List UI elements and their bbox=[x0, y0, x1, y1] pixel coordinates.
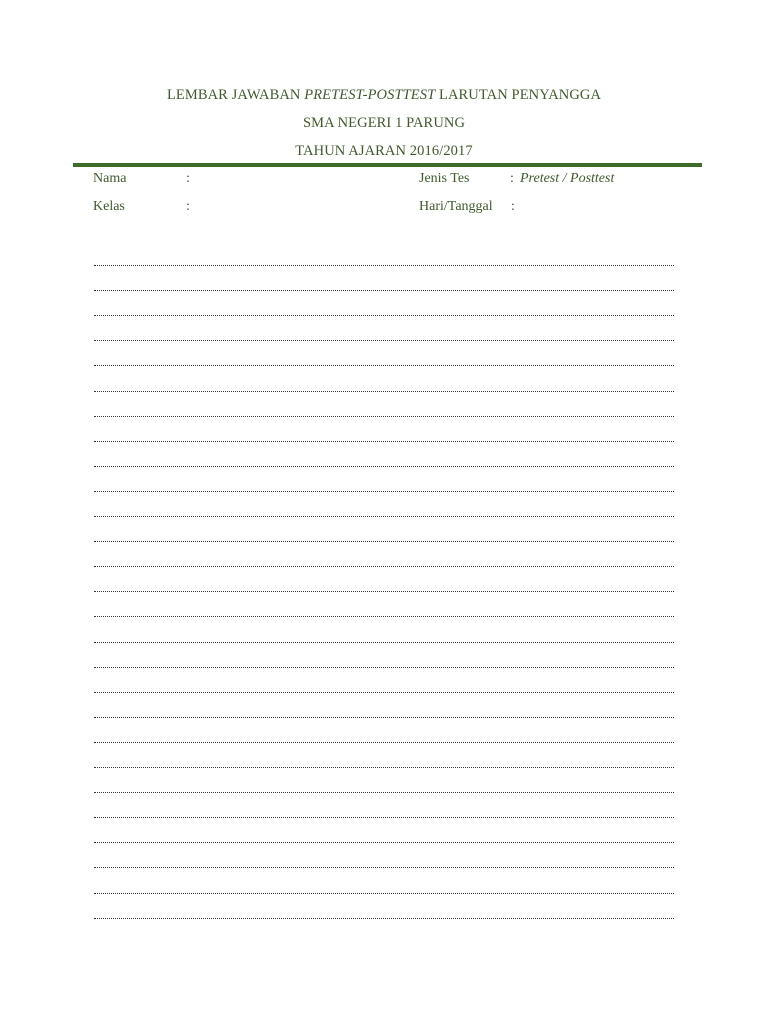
answer-line[interactable] bbox=[94, 315, 674, 316]
kelas-label: Kelas bbox=[93, 199, 125, 214]
answer-line[interactable] bbox=[94, 466, 674, 467]
answer-line[interactable] bbox=[94, 616, 674, 617]
answer-line[interactable] bbox=[94, 792, 674, 793]
answer-line[interactable] bbox=[94, 416, 674, 417]
nama-colon: : bbox=[186, 171, 190, 186]
jenis-tes-colon: : bbox=[510, 171, 514, 186]
answer-line[interactable] bbox=[94, 265, 674, 266]
answer-line[interactable] bbox=[94, 642, 674, 643]
hari-tanggal-label: Hari/Tanggal bbox=[419, 199, 493, 214]
answer-line[interactable] bbox=[94, 491, 674, 492]
academic-year: TAHUN AJARAN 2016/2017 bbox=[295, 143, 473, 159]
answer-line[interactable] bbox=[94, 365, 674, 366]
answer-line[interactable] bbox=[94, 391, 674, 392]
answer-line[interactable] bbox=[94, 767, 674, 768]
jenis-tes-value bbox=[520, 171, 614, 187]
answer-line[interactable] bbox=[94, 566, 674, 567]
answer-line[interactable] bbox=[94, 692, 674, 693]
kelas-colon: : bbox=[186, 199, 190, 214]
answer-line[interactable] bbox=[94, 842, 674, 843]
answer-line[interactable] bbox=[94, 290, 674, 291]
answer-line[interactable] bbox=[94, 893, 674, 894]
answer-line[interactable] bbox=[94, 516, 674, 517]
answer-line[interactable] bbox=[94, 541, 674, 542]
answer-line[interactable] bbox=[94, 340, 674, 341]
answer-line[interactable] bbox=[94, 441, 674, 442]
answer-line[interactable] bbox=[94, 591, 674, 592]
title-suffix: LARUTAN PENYANGGA bbox=[435, 87, 602, 103]
nama-label: Nama bbox=[93, 171, 127, 186]
header-divider bbox=[73, 163, 702, 167]
answer-line[interactable] bbox=[94, 742, 674, 743]
title-italic: PRETEST-POSTTEST bbox=[304, 87, 436, 103]
answer-line[interactable] bbox=[94, 817, 674, 818]
answer-line[interactable] bbox=[94, 918, 674, 919]
answer-line[interactable] bbox=[94, 717, 674, 718]
school-name: SMA NEGERI 1 PARUNG bbox=[302, 115, 466, 131]
document-title bbox=[0, 87, 768, 104]
answer-line[interactable] bbox=[94, 667, 674, 668]
title-prefix: LEMBAR JAWABAN bbox=[166, 87, 305, 103]
jenis-tes-label: Jenis Tes bbox=[419, 171, 470, 186]
jenis-tes-value-text: Pretest / Posttest bbox=[520, 171, 615, 186]
answer-line[interactable] bbox=[94, 867, 674, 868]
hari-tanggal-colon: : bbox=[511, 199, 515, 214]
